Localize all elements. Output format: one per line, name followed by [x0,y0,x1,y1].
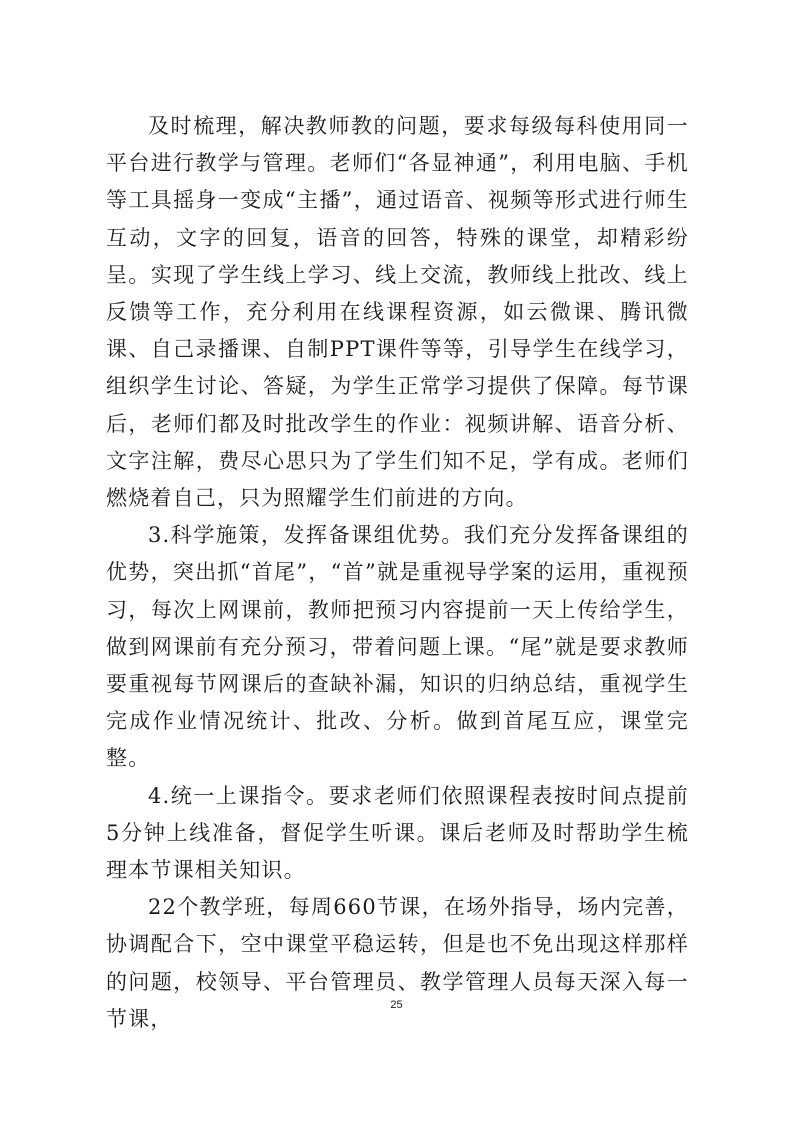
paragraph-3: 4.统一上课指令。要求老师们依照课程表按时间点提前5分钟上线准备，督促学生听课。课后老师及时帮助学生梳理本节课相关知识。 [106,783,689,883]
paragraph-4: 22个教学班，每周660节课，在场外指导，场内完善，协调配合下，空中课堂平稳运转，但是也不免出现这样那样的问题，校领导、平台管理员、教学管理人员每天深入每一节课， [106,895,689,1031]
paragraph-1: 及时梳理，解决教师教的问题，要求每级每科使用同一平台进行教学与管理。老师们“各显神通”，利用电脑、手机等工具摇身一变成“主播”，通过语音、视频等形式进行师生互动，文字的回复，语音的回答，特殊的课堂，却精彩纷呈。实现了学生线上学习、线上交流，教师线上批改、线上反馈等工作，充分利用在线课程资源，如云微课、腾讯微课、自己录播课、自制PPT课件等等，引导学生在线学习，组织学生讨论、答疑，为学生正常学习提供了保障。每节课后，老师们都及时批改学生的作业：视频讲解、语音分析、文字注解，费尽心思只为了学生们知不足，学有成。老师们燃烧着自己，只为照耀学生们前进的方向。 [106,114,689,511]
page-number: 25 [390,999,403,1011]
paragraph-2: 3.科学施策，发挥备课组优势。我们充分发挥备课组的优势，突出抓“首尾”，“首”就是重视导学案的运用，重视预习，每次上网课前，教师把预习内容提前一天上传给学生，做到网课前有充分预习，带着问题上课。“尾”就是要求教师要重视每节网课后的查缺补漏，知识的归纳总结，重视学生完成作业情况统计、批改、分析。做到首尾互应，课堂完整。 [106,523,689,771]
body-text [106,108,689,1038]
